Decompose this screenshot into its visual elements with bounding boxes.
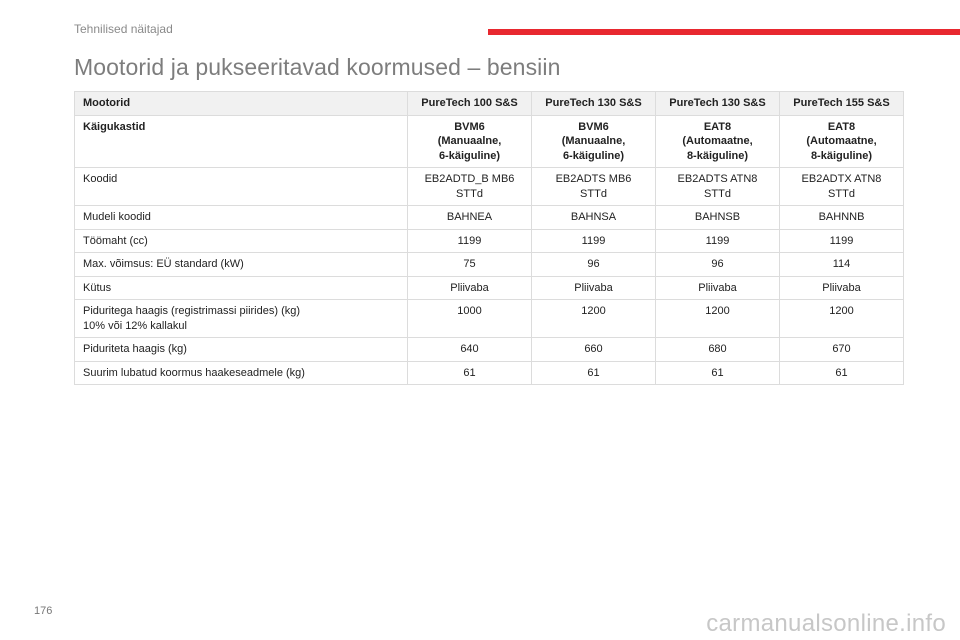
watermark: carmanualsonline.info [706, 610, 946, 637]
table-cell: BVM6 (Manuaalne, 6-käiguline) [408, 115, 532, 168]
table-row [75, 253, 904, 277]
page-title: Mootorid ja pukseeritavad koormused – bensiin [74, 54, 561, 80]
table-cell: 680 [656, 338, 780, 362]
table-cell: EAT8 (Automaatne, 8-käiguline) [780, 115, 904, 168]
page-number: 176 [34, 605, 53, 617]
row-label: Käigukastid [75, 115, 408, 168]
header-accent-bar [488, 29, 960, 35]
table-cell: BAHNSA [532, 206, 656, 230]
table-cell: Pliivaba [656, 276, 780, 300]
table-cell: 61 [408, 361, 532, 385]
table-cell: 1199 [656, 229, 780, 253]
table-cell: 1199 [408, 229, 532, 253]
row-label: Töömaht (cc) [75, 229, 408, 253]
table-cell: 61 [532, 361, 656, 385]
column-header: PureTech 100 S&S [408, 92, 532, 116]
table-cell: 1200 [532, 300, 656, 338]
engine-spec-table [74, 91, 904, 385]
table-row [75, 361, 904, 385]
table-cell: 61 [780, 361, 904, 385]
row-label: Piduriteta haagis (kg) [75, 338, 408, 362]
table-row [75, 115, 904, 168]
table-cell: 1200 [780, 300, 904, 338]
table-cell: EB2ADTD_B MB6 STTd [408, 168, 532, 206]
column-header: PureTech 130 S&S [532, 92, 656, 116]
column-header: Mootorid [75, 92, 408, 116]
row-label: Suurim lubatud koormus haakeseadmele (kg) [75, 361, 408, 385]
row-label: Piduritega haagis (registrimassi piirides) (kg) 10% või 12% kallakul [75, 300, 408, 338]
table-cell: 96 [656, 253, 780, 277]
table-cell: 1200 [656, 300, 780, 338]
table-header-row [75, 92, 904, 116]
table-cell: 1000 [408, 300, 532, 338]
table-cell: 640 [408, 338, 532, 362]
row-label: Max. võimsus: EÜ standard (kW) [75, 253, 408, 277]
table-cell: EB2ADTX ATN8 STTd [780, 168, 904, 206]
row-label: Mudeli koodid [75, 206, 408, 230]
table-cell: EB2ADTS ATN8 STTd [656, 168, 780, 206]
table-row [75, 229, 904, 253]
table-cell: EB2ADTS MB6 STTd [532, 168, 656, 206]
table-cell: EAT8 (Automaatne, 8-käiguline) [656, 115, 780, 168]
row-label: Kütus [75, 276, 408, 300]
table-cell: BAHNEA [408, 206, 532, 230]
table-cell: Pliivaba [408, 276, 532, 300]
table-cell: 75 [408, 253, 532, 277]
table-row [75, 206, 904, 230]
table-cell: 61 [656, 361, 780, 385]
table-cell: 1199 [532, 229, 656, 253]
table-cell: BVM6 (Manuaalne, 6-käiguline) [532, 115, 656, 168]
column-header: PureTech 130 S&S [656, 92, 780, 116]
table-row [75, 338, 904, 362]
table-cell: 114 [780, 253, 904, 277]
table-row [75, 168, 904, 206]
table-cell: 96 [532, 253, 656, 277]
table-cell: 1199 [780, 229, 904, 253]
section-label: Tehnilised näitajad [74, 22, 173, 36]
table-cell: Pliivaba [780, 276, 904, 300]
column-header: PureTech 155 S&S [780, 92, 904, 116]
row-label: Koodid [75, 168, 408, 206]
table-row [75, 300, 904, 338]
table-row [75, 276, 904, 300]
table-cell: 670 [780, 338, 904, 362]
table-cell: 660 [532, 338, 656, 362]
table-cell: BAHNSB [656, 206, 780, 230]
table-cell: Pliivaba [532, 276, 656, 300]
table-cell: BAHNNB [780, 206, 904, 230]
